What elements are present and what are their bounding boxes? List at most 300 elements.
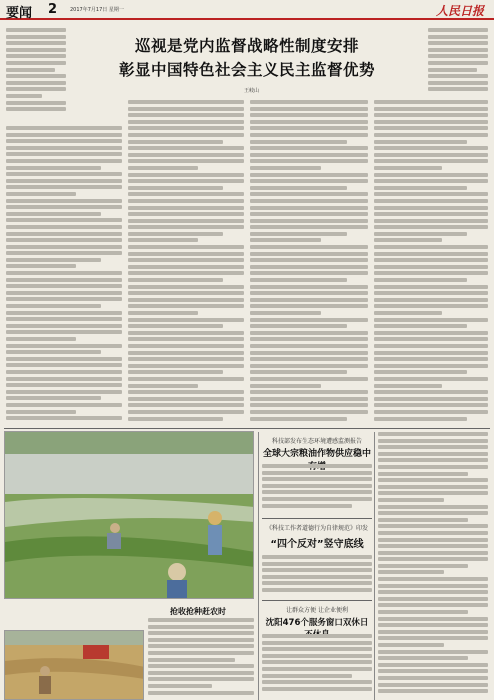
text-line (128, 153, 244, 157)
text-line (128, 344, 244, 348)
text-line (374, 146, 488, 150)
text-line (374, 192, 488, 196)
text-line (6, 245, 122, 249)
text-line (374, 265, 488, 269)
text-line (374, 199, 488, 203)
text-line (250, 417, 347, 421)
text-line (378, 590, 488, 594)
text-line (378, 669, 488, 673)
text-line (262, 647, 372, 651)
text-line (148, 651, 254, 655)
text-line (428, 41, 488, 45)
text-line (6, 146, 122, 150)
text-line (378, 524, 488, 528)
article-divider (262, 600, 372, 601)
text-line (250, 357, 368, 361)
text-line (378, 478, 488, 482)
text-line (262, 504, 352, 508)
text-line (250, 318, 368, 322)
text-line (374, 357, 488, 361)
text-line (250, 166, 321, 170)
text-line (374, 285, 488, 289)
text-line (374, 344, 488, 348)
text-line (250, 186, 347, 190)
text-line (128, 337, 244, 341)
text-line (378, 663, 488, 667)
text-line (378, 610, 468, 614)
text-line (128, 107, 244, 111)
text-line (128, 258, 244, 262)
text-line (128, 304, 244, 308)
text-line (6, 264, 76, 268)
text-line (374, 140, 467, 144)
text-line (262, 490, 372, 494)
text-line (128, 252, 244, 256)
text-line (128, 377, 244, 381)
rice-planting-photo (4, 431, 254, 599)
text-line (250, 351, 368, 355)
text-line (374, 159, 488, 163)
text-line (250, 364, 368, 368)
text-line (378, 597, 488, 601)
text-line (128, 133, 244, 137)
text-line (6, 383, 122, 387)
text-line (6, 278, 122, 282)
text-line (378, 544, 488, 548)
text-line (378, 472, 468, 476)
text-line (378, 689, 488, 693)
text-line (378, 458, 488, 462)
text-line (374, 351, 488, 355)
text-line (6, 107, 66, 111)
text-line (374, 179, 488, 183)
text-line (6, 390, 122, 394)
text-line (250, 120, 368, 124)
text-line (6, 396, 101, 400)
text-line (250, 397, 368, 401)
text-line (250, 113, 368, 117)
text-line (374, 245, 488, 249)
text-line (250, 278, 347, 282)
text-line (374, 100, 488, 104)
text-line (250, 311, 321, 315)
text-line (6, 258, 101, 262)
text-line (374, 238, 442, 242)
text-line (128, 186, 223, 190)
column-divider (374, 432, 375, 700)
issue-date: 2017年7月17日 星期一 (70, 7, 124, 13)
text-line (374, 390, 488, 394)
text-line (148, 664, 254, 668)
harvest-title: 抢收抢种赶农时 (170, 607, 226, 616)
text-line (128, 390, 244, 394)
text-line (6, 344, 122, 348)
text-line (262, 641, 372, 645)
text-line (128, 166, 198, 170)
text-line (374, 153, 488, 157)
text-line (378, 557, 488, 561)
text-line (128, 199, 244, 203)
text-line (374, 271, 488, 275)
text-line (250, 258, 368, 262)
text-line (250, 126, 368, 130)
text-line (262, 680, 372, 684)
text-line (250, 285, 368, 289)
text-line (428, 54, 488, 58)
text-line (374, 133, 488, 137)
text-line (374, 324, 467, 328)
text-line (374, 298, 488, 302)
text-line (148, 618, 254, 622)
text-line (128, 159, 244, 163)
text-line (128, 370, 223, 374)
text-line (374, 384, 442, 388)
text-line (262, 477, 372, 481)
text-line (6, 363, 122, 367)
text-line (128, 173, 244, 177)
text-line (378, 445, 488, 449)
text-line (250, 212, 368, 216)
text-line (128, 298, 244, 302)
text-line (262, 667, 372, 671)
lead-body-column (6, 126, 122, 426)
text-line (6, 370, 122, 374)
text-line (262, 471, 372, 475)
rice-planting-image (5, 432, 254, 599)
text-line (6, 192, 76, 196)
text-line (6, 54, 66, 58)
text-line (378, 636, 488, 640)
text-line (250, 298, 368, 302)
text-line (128, 232, 223, 236)
text-line (250, 265, 368, 269)
text-line (128, 271, 244, 275)
text-line (378, 577, 488, 581)
article-title: 全球大宗粮油作物供应稳中 (262, 449, 371, 459)
text-line (250, 410, 368, 414)
text-line (378, 570, 444, 574)
text-line (6, 350, 101, 354)
text-line (6, 284, 122, 288)
text-line (6, 87, 66, 91)
text-line (128, 225, 244, 229)
text-line (6, 251, 122, 255)
text-line (374, 397, 488, 401)
text-line (6, 205, 122, 209)
text-line (6, 199, 122, 203)
article-kicker: 《科技工作者道德行为自律规范》印发 (265, 525, 368, 532)
text-line (250, 377, 368, 381)
text-line (378, 518, 468, 522)
text-line (250, 140, 347, 144)
text-line (428, 87, 488, 91)
text-line (374, 126, 488, 130)
text-line (128, 285, 244, 289)
text-line (428, 28, 488, 32)
text-line (262, 464, 372, 468)
text-line (6, 41, 66, 45)
text-line (428, 48, 488, 52)
text-line (250, 390, 368, 394)
text-line (262, 484, 372, 488)
article-body (262, 634, 372, 698)
text-line (378, 452, 488, 456)
text-line (374, 258, 488, 262)
text-line (262, 654, 372, 658)
text-line (250, 133, 368, 137)
text-line (378, 498, 444, 502)
text-line (374, 173, 488, 177)
text-line (250, 173, 368, 177)
text-line (428, 81, 488, 85)
text-line (250, 344, 368, 348)
text-line (128, 384, 198, 388)
text-line (378, 491, 488, 495)
lead-body-column (128, 100, 244, 426)
text-line (128, 192, 244, 196)
text-line (378, 511, 488, 515)
headline-line-2: 彰显中国特色社会主义民主监督优势 (118, 61, 375, 79)
text-line (428, 61, 488, 65)
text-line (128, 206, 244, 210)
text-line (128, 219, 244, 223)
text-line (6, 74, 66, 78)
text-line (128, 245, 244, 249)
byline: 王岐山 (244, 88, 260, 94)
text-line (128, 265, 244, 269)
text-line (6, 271, 122, 275)
text-line (128, 100, 244, 104)
text-line (374, 252, 488, 256)
text-line (250, 179, 368, 183)
text-line (6, 48, 66, 52)
text-line (128, 212, 244, 216)
text-line (378, 630, 488, 634)
text-line (250, 107, 368, 111)
text-line (250, 403, 368, 407)
text-line (262, 568, 372, 572)
text-line (378, 623, 488, 627)
text-line (6, 81, 66, 85)
text-line (428, 74, 488, 78)
newspaper-logo: 人民日报 (435, 4, 484, 18)
text-line (148, 671, 254, 675)
text-line (378, 531, 488, 535)
text-line (262, 674, 352, 678)
text-line (378, 656, 468, 660)
text-line (6, 377, 122, 381)
text-line (378, 564, 468, 568)
masthead (0, 0, 494, 20)
text-line (128, 324, 223, 328)
article-kicker: 让群众方便 让企业便利 (286, 607, 348, 614)
lead-body-column (374, 100, 488, 426)
text-line (148, 644, 254, 648)
text-line (374, 304, 488, 308)
text-line (128, 238, 198, 242)
text-line (250, 232, 347, 236)
text-line (128, 351, 244, 355)
page-number: 2 (48, 2, 58, 17)
headline-line-1: 巡视是党内监督战略性制度安排 (134, 37, 359, 55)
text-line (6, 330, 122, 334)
text-line (378, 617, 488, 621)
text-line (374, 337, 488, 341)
text-line (374, 311, 442, 315)
text-line (374, 212, 488, 216)
text-line (128, 397, 244, 401)
text-line (378, 551, 488, 555)
text-line (378, 465, 488, 469)
text-line (6, 94, 42, 98)
text-line (250, 159, 368, 163)
text-line (6, 152, 122, 156)
text-line (6, 35, 66, 39)
text-line (128, 364, 244, 368)
text-line (250, 199, 368, 203)
text-line (374, 186, 467, 190)
text-line (6, 101, 66, 105)
text-line (374, 225, 488, 229)
text-line (148, 684, 212, 688)
text-line (374, 364, 488, 368)
text-line (250, 384, 321, 388)
text-line (128, 410, 244, 414)
text-line (148, 677, 254, 681)
right-column-article (378, 432, 488, 698)
text-line (378, 439, 488, 443)
text-line (262, 555, 372, 559)
text-line (374, 120, 488, 124)
text-line (378, 538, 488, 542)
text-line (6, 416, 122, 420)
text-line (250, 192, 368, 196)
text-line (148, 658, 235, 662)
text-line (128, 311, 198, 315)
text-line (128, 146, 244, 150)
article-body (262, 555, 372, 597)
text-line (250, 337, 368, 341)
text-line (128, 417, 223, 421)
text-line (428, 35, 488, 39)
text-line (374, 107, 488, 111)
text-line (6, 212, 101, 216)
text-line (148, 638, 254, 642)
text-line (250, 245, 368, 249)
text-line (250, 304, 368, 308)
text-line (374, 113, 488, 117)
text-line (6, 218, 122, 222)
text-line (428, 68, 477, 72)
text-line (250, 153, 368, 157)
text-line (128, 318, 244, 322)
section-divider (4, 428, 490, 429)
harvest-caption (148, 618, 254, 698)
text-line (262, 562, 372, 566)
text-line (250, 271, 368, 275)
text-line (374, 417, 467, 421)
text-line (262, 634, 372, 638)
text-line (250, 100, 368, 104)
right-top-column (428, 28, 488, 94)
text-line (6, 28, 66, 32)
text-line (6, 166, 101, 170)
text-line (378, 643, 444, 647)
text-line (148, 691, 254, 695)
text-line (128, 126, 244, 130)
text-line (378, 650, 488, 654)
text-line (374, 278, 467, 282)
section-name: 要闻 (6, 6, 33, 21)
text-line (6, 61, 66, 65)
text-line (250, 219, 368, 223)
lead-body-column (250, 100, 368, 426)
text-line (128, 357, 244, 361)
article-title: “四个反对”竖守底线 (270, 539, 364, 550)
text-line (128, 113, 244, 117)
text-line (374, 331, 488, 335)
text-line (250, 370, 347, 374)
text-line (6, 291, 122, 295)
text-line (262, 581, 372, 585)
text-line (250, 225, 368, 229)
text-line (6, 317, 122, 321)
text-line (262, 588, 372, 592)
text-line (6, 225, 122, 229)
text-line (6, 139, 122, 143)
text-line (128, 140, 223, 144)
article-title: 沈阳476个服务窗口双休日 (265, 618, 369, 628)
text-line (128, 278, 223, 282)
text-line (378, 584, 488, 588)
text-line (6, 232, 122, 236)
harvest-photo (4, 630, 144, 700)
text-line (374, 166, 442, 170)
text-line (128, 403, 244, 407)
text-line (262, 687, 372, 691)
text-line (250, 206, 368, 210)
text-line (262, 660, 372, 664)
harvest-image (5, 631, 144, 700)
text-line (374, 318, 488, 322)
text-line (6, 337, 76, 341)
text-line (6, 126, 122, 130)
text-line (374, 219, 488, 223)
article-divider (262, 518, 372, 519)
text-line (374, 377, 488, 381)
text-line (250, 238, 321, 242)
text-line (250, 252, 368, 256)
text-line (6, 159, 122, 163)
text-line (378, 432, 488, 436)
text-line (262, 575, 372, 579)
text-line (250, 331, 368, 335)
text-line (6, 238, 122, 242)
text-line (374, 410, 488, 414)
text-line (6, 297, 122, 301)
text-line (6, 304, 101, 308)
text-line (374, 232, 467, 236)
text-line (262, 497, 372, 501)
text-line (250, 146, 368, 150)
text-line (6, 410, 76, 414)
column-divider (258, 432, 259, 700)
text-line (378, 485, 488, 489)
text-line (378, 603, 488, 607)
text-line (6, 172, 122, 176)
lead-intro-column (6, 28, 66, 120)
text-line (6, 403, 122, 407)
